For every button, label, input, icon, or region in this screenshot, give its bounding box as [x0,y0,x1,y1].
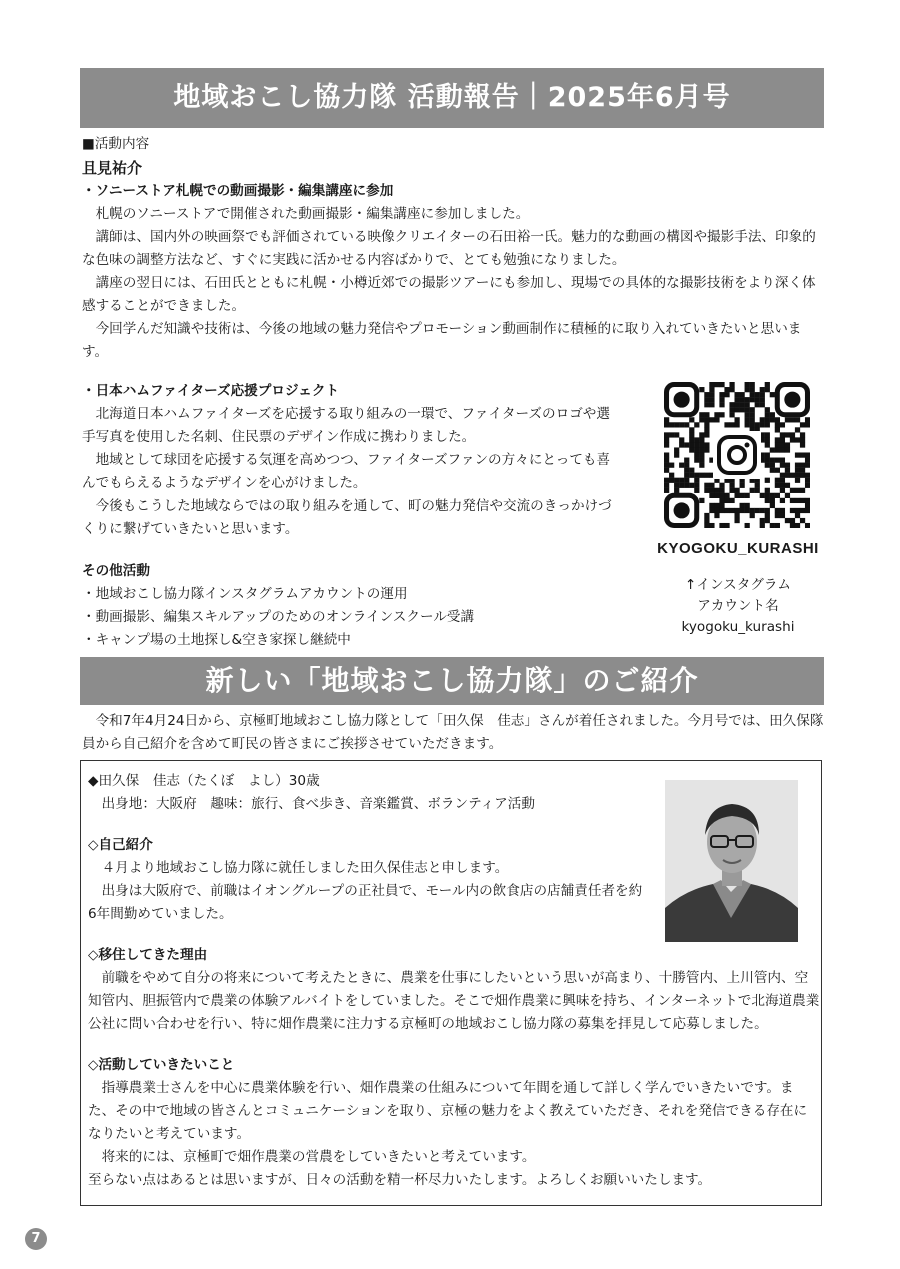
caption-line: アカウント名 [697,598,779,614]
item1-paragraph: 今回学んだ知識や技術は、今後の地域の魅力発信やプロモーション動画制作に積極的に取り入れていきたいと思います。 [82,321,802,360]
plans-text: 将来的には、京極町で畑作農業の営農をしていきたいと考えています。 [101,1149,536,1165]
self-intro-heading: ◇自己紹介 [88,837,153,853]
instagram-handle: KYOGOKU_KURASHI [657,540,819,557]
introduction-banner: 新しい「地域おこし協力隊」のご紹介 [80,657,824,705]
closing-text: 至らない点はあるとは思いますが、日々の活動を精一杯尽力いたします。よろしくお願いいたします。 [88,1172,712,1188]
item1-heading: ・ソニーストア札幌での動画撮影・編集講座に参加 [82,183,394,199]
item1-paragraph: 講座の翌日には、石田氏とともに札幌・小樽近郊での撮影ツアーにも参加し、現場での具体的な撮影技術をより深く体感することができました。 [82,275,816,314]
other-item: ・地域おこし協力隊インスタグラムアカウントの運用 [82,586,408,602]
item2-heading: ・日本ハムファイターズ応援プロジェクト [82,383,340,399]
fighters-section [82,380,622,541]
profile-details: 出身地：大阪府 趣味：旅行、食べ歩き、音楽鑑賞、ボランティア活動 [101,796,535,812]
reason-text: 前職をやめて自分の将来について考えたときに、農業を仕事にしたいという思いが高まり、十勝管内、上川管内、空知管内、胆振管内で農業の体験アルバイトをしていました。そこで畑作農業に興味を持ち、インターネットで北海道農業公社に問い合わせを行い、特に畑作農業に注力する京極町の地域おこし協力隊の募集を拝見して応募しました。 [88,970,820,1032]
intro-text: 令和7年4月24日から、京極町地域おこし協力隊として「田久保 佳志」さんが着任されました。今月号では、田久保隊員から自己紹介を含めて町民の皆さまにご挨拶させていただきます。 [82,713,824,752]
self-intro-text: 出身は大阪府で、前職はイオングループの正社員で、モール内の飲食店の店舗責任者を約6年間勤めていました。 [88,883,643,922]
profile-content [88,770,820,1192]
reason-heading: ◇移住してきた理由 [88,947,208,963]
caption-line: ↑インスタグラム [684,577,791,593]
report-title-banner: 地域おこし協力隊 活動報告｜2025年6月号 [80,68,824,128]
caption-line: kyogoku_kurashi [681,619,795,635]
intro-paragraph [82,710,826,756]
profile-name: ◆田久保 佳志（たくぼ よし）30歳 [88,773,320,789]
other-item: ・動画撮影、編集スキルアップのためのオンラインスクール受講 [82,609,475,625]
plans-heading: ◇活動していきたいこと [88,1057,235,1073]
item2-paragraph: 今後もこうした地域ならではの取り組みを通して、町の魅力発信や交流のきっかけづくりに繋げていきたいと思います。 [82,498,612,537]
self-intro-text: ４月より地域おこし協力隊に就任しました田久保佳志と申します。 [101,860,509,876]
author-name: 且見祐介 [82,159,143,177]
item1-paragraph: 講師は、国内外の映画祭でも評価されている映像クリエイターの石田裕一氏。魅力的な動画の構図や撮影手法、印象的な色味の調整方法など、すぐに実践に活かせる内容ばかりで、とても勉強になりました。 [82,229,816,268]
other-heading: その他活動 [82,563,150,579]
item2-paragraph: 北海道日本ハムファイターズを応援する取り組みの一環で、ファイターズのロゴや選手写真を使用した名刺、住民票のデザイン作成に携わりました。 [82,406,610,445]
other-item: ・キャンプ場の土地探し&空き家探し継続中 [82,632,351,648]
item1-paragraph: 札幌のソニーストアで開催された動画撮影・編集講座に参加しました。 [95,206,530,222]
section-label: ■活動内容 [82,136,150,152]
instagram-caption [640,575,836,638]
item2-paragraph: 地域として球団を応援する気運を高めつつ、ファイターズファンの方々にとっても喜んでもらえるようなデザインを心がけました。 [82,452,611,491]
activity-section [82,133,826,364]
other-activities [82,560,642,652]
plans-text: 指導農業士さんを中心に農業体験を行い、畑作農業の仕組みについて年間を通して詳しく学んでいきたいです。また、その中で地域の皆さんとコミュニケーションを取り、京極の魅力をよく教えていただき、それを発信できる存在になりたいと考えています。 [88,1080,808,1142]
instagram-qr-code-icon [664,382,810,528]
page-number: 7 [25,1228,47,1250]
